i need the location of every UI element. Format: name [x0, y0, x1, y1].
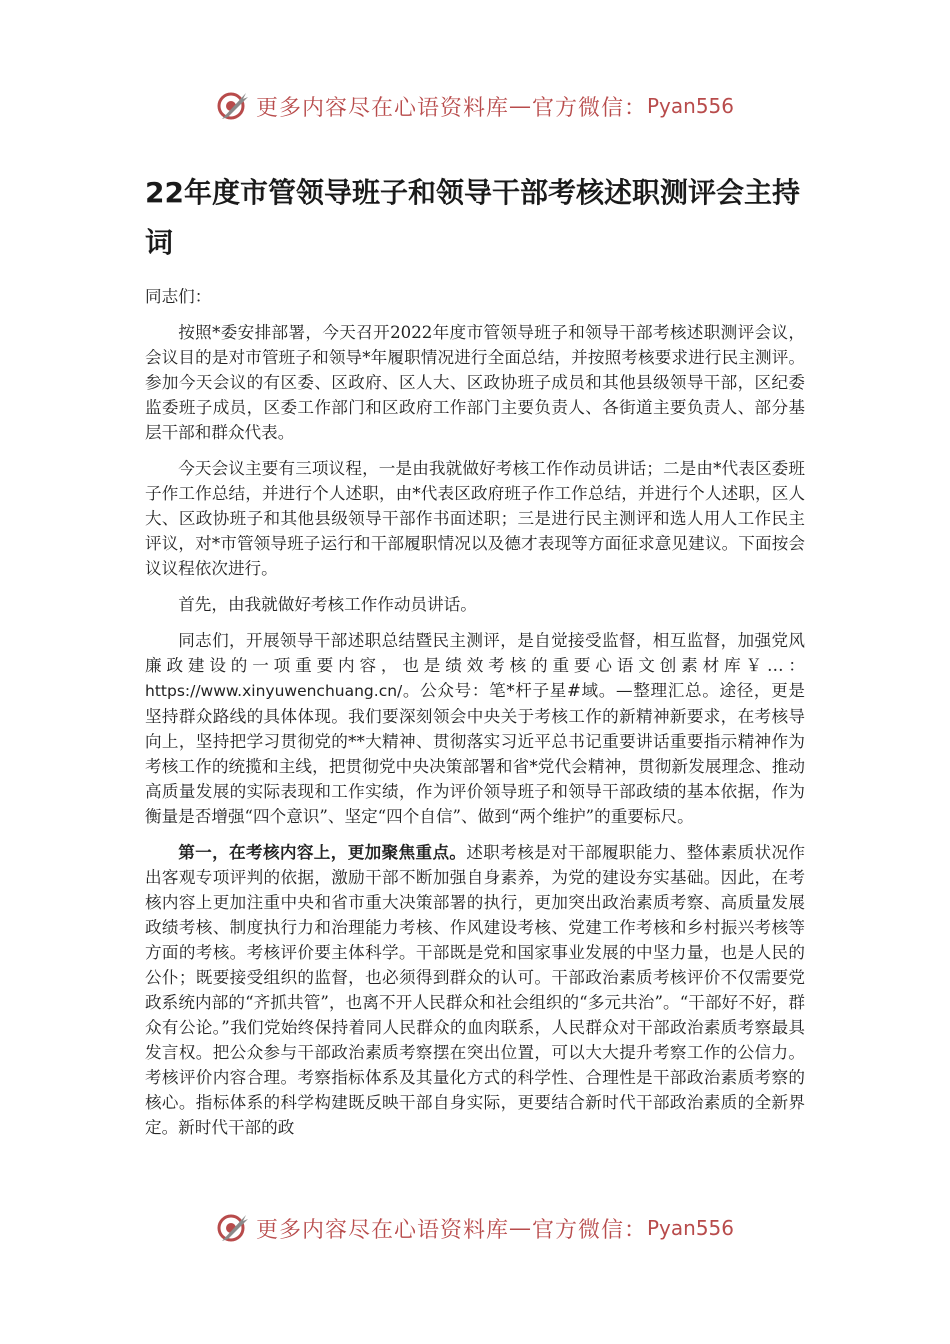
banner-wechat-label: 官方微信： [531, 1217, 647, 1243]
paragraph-5 [145, 840, 805, 1140]
website-link[interactable]: https://www.xinyuwenchuang.cn/ [145, 682, 403, 700]
paragraph-4 [145, 628, 805, 829]
banner-separator: — [508, 93, 532, 119]
document-body [145, 284, 805, 1140]
paragraph-2: 今天会议主要有三项议程，一是由我就做好考核工作作动员讲话；二是由*代表区委班子作工作总结，并进行个人述职，由*代表区政府班子作工作总结，并进行个人述职，区人大、区政协班子和其他县级领导干部作书面述职；三是进行民主测评和选人用人工作民主评议，对*市管领导班子运行和干部履职情况以及德才表现等方面征求意见建议。下面按会议议程依次进行。 [145, 459, 805, 578]
banner-separator: — [508, 1215, 532, 1241]
paragraph-4-part-a: 同志们，开展领导干部述职总结暨民主测评，是自觉接受监督，相互监督，加强党风廉政建设的一项重要内容，也是绩效考核的重要心语文创素材库￥…： [145, 631, 805, 675]
salutation: 同志们： [145, 287, 212, 306]
paragraph-3: 首先，由我就做好考核工作作动员讲话。 [178, 595, 477, 614]
paragraph-1: 按照*委安排部署，今天召开2022年度市管领导班子和领导干部考核述职测评会议，会议目的是对市管班子和领导*年履职情况进行全面总结，并按照考核要求进行民主测评。参加今天会议的有区委、区政府、区人大、区政协班子成员和其他县级领导干部，区纪委监委班子成员，区委工作部门和区政府工作部门主要负责人、各街道主要负责人、部分基层干部和群众代表。 [145, 323, 805, 442]
banner-wechat-id: Pyan556 [647, 1216, 735, 1240]
quill-logo-icon [216, 89, 250, 123]
banner-wechat-id: Pyan556 [647, 94, 735, 118]
quill-logo-icon [216, 1211, 250, 1245]
paragraph-5-body: 述职考核是对干部履职能力、整体素质状况作出客观专项评判的依据，激励干部不断加强自身素养，为党的建设夯实基础。因此，在考核内容上更加注重中央和省市重大决策部署的执行，更加突出政治素质考察、高质量发展政绩考核、制度执行力和治理能力考核、作风建设考核、党建工作考核和乡村振兴考核等方面的考核。考核评价要主体科学。干部既是党和国家事业发展的中坚力量，也是人民的公仆；既要接受组织的监督，也必须得到群众的认可。干部政治素质考核评价不仅需要党政系统内部的“齐抓共管”，也离不开人民群众和社会组织的“多元共治”。“干部好不好，群众有公论。”我们党始终保持着同人民群众的血肉联系，人民群众对干部政治素质考察最具发言权。把公众参与干部政治素质考察摆在突出位置，可以大大提升考察工作的公信力。考核评价内容合理。考察指标体系及其量化方式的科学性、合理性是干部政治素质考察的核心。指标体系的科学构建既反映干部自身实际，更要结合新时代干部政治素质的全新界定。新时代干部的政 [145, 843, 806, 1137]
banner-slogan: 更多内容尽在心语资料库 [255, 95, 509, 121]
banner-wechat-label: 官方微信： [531, 95, 647, 121]
paragraph-4-part-b: 。公众号：笔*杆子星#域。—整理汇总。途径，更是坚持群众路线的具体体现。我们要深刻领会中央关于考核工作的新精神新要求，在考核导向上，坚持把学习贯彻党的**大精神、贯彻落实习近平总书记重要讲话重要指示精神作为考核工作的统揽和主线，把贯彻党中央决策部署和省*党代会精神，贯彻新发展理念、推动高质量发展的实际表现和工作实绩，作为评价领导班子和领导干部政绩的基本依据，作为衡量是否增强“四个意识”、坚定“四个自信”、做到“两个维护”的重要标尺。 [145, 681, 805, 826]
document-title: 22年度市管领导班子和领导干部考核述职测评会主持词 [145, 176, 800, 259]
header-banner [0, 86, 950, 126]
banner-slogan: 更多内容尽在心语资料库 [255, 1217, 509, 1243]
paragraph-5-heading: 第一，在考核内容上，更加聚焦重点。 [178, 842, 467, 862]
footer-banner [0, 1208, 950, 1248]
